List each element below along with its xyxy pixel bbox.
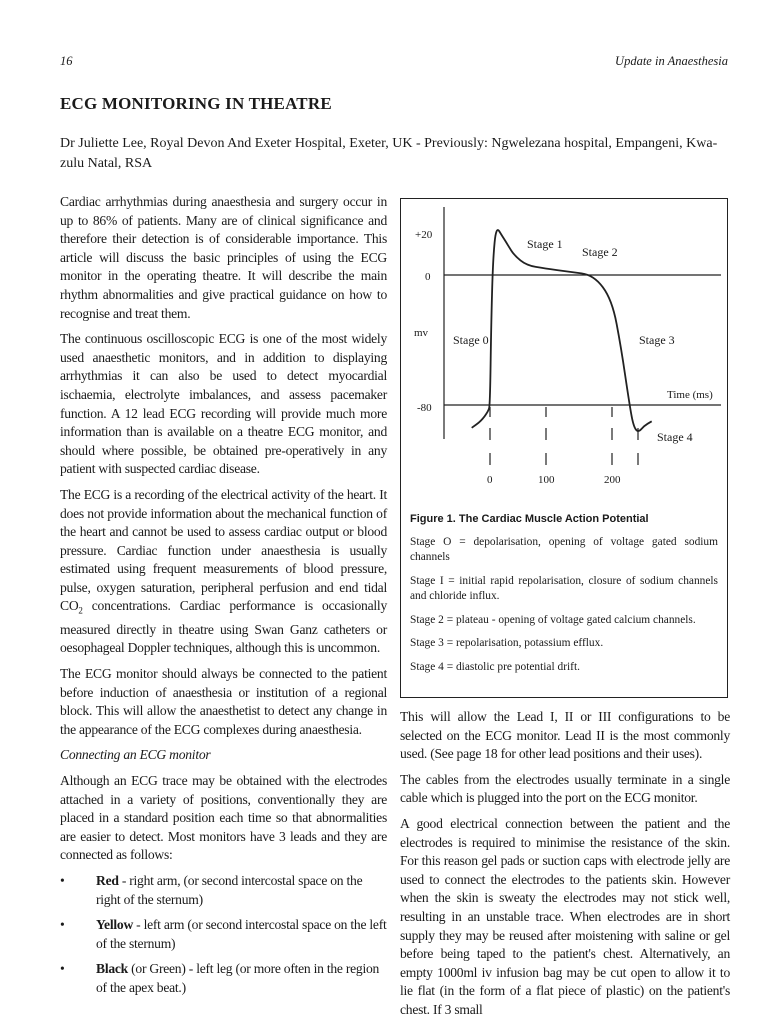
list-item (60, 916, 387, 953)
curve-label-stage-1: Stage 1 (527, 237, 563, 251)
action-potential-curve (472, 230, 652, 431)
lead-position: left arm (or second intercostal space on the left of the sternum) (96, 917, 387, 951)
x-axis-label: Time (ms) (667, 389, 713, 401)
curve-label-stage-3: Stage 3 (639, 333, 675, 347)
paragraph: The cables from the electrodes usually terminate in a single cable which is plugged into the port on the ECG monitor. (400, 771, 730, 806)
paragraph (60, 486, 387, 658)
section-subheading: Connecting an ECG monitor (60, 747, 211, 763)
article-title: ECG MONITORING IN THEATRE (60, 94, 332, 113)
journal-name: Update in Anaesthesia (615, 54, 728, 68)
figure-box (400, 198, 728, 698)
paragraph: Although an ECG trace may be obtained with the electrodes attached in a variety of positions, conventionally they are placed in a standard position each time so that abnormalities are easier to detect. Most monitors have 3 leads and they are connected as follows: (60, 772, 387, 863)
paragraph: The ECG monitor should always be connected to the patient before induction of anaesthesia or institution of a regional block. This will allow the anaesthetist to detect any change in the appearance of the ECG complexes during anaesthesia. (60, 665, 387, 737)
curve-label-stage-2: Stage 2 (582, 245, 618, 259)
stage-description: Stage 2 = plateau - opening of voltage gated calcium channels. (410, 613, 696, 626)
action-potential-chart (401, 199, 727, 509)
subscript: 2 (78, 606, 83, 617)
paragraph: A good electrical connection between the patient and the electrodes is required to minimise the resistance of the skin. For this reason gel pads or suction caps with electrode jelly are used to connect the electrodes to the patients skin. However when the skin is sweaty the electrodes may not stick well, resulting in an unstable trace. When electrodes are in short supply they may be reused after moistening with saline or gel before being taped to the patient's chest. Alternatively, an empty 1000ml iv infusion bag may be cut open to allow it to lie flat (in the form of a flat piece of plastic) on the patient's chest. If 3 small (400, 815, 730, 1017)
curve-label-stage-4: Stage 4 (657, 430, 693, 444)
x-tick-label: 0 (487, 474, 493, 486)
lead-sep: (or Green) - (127, 961, 197, 977)
x-tick-label: 200 (604, 474, 621, 486)
bullet: • (60, 917, 65, 933)
x-tick-marks (490, 407, 638, 465)
bullet: • (60, 961, 65, 977)
left-column (60, 193, 387, 1004)
stage-description: Stage O = depolarisation, opening of voltage gated sodium channels (410, 535, 718, 563)
lead-sep: - (133, 917, 144, 933)
lead-sep: - (118, 872, 130, 888)
list-item (60, 872, 387, 909)
paragraph-text: The ECG is a recording of the electrical activity of the heart. It does not provide information about the mechanical function of the heart and cannot be used to assess cardiac output or blood pressure. Cardiac function under anaesthesia is usually estimated using frequent measurements of blood pressure, pulse, oxygen saturation, peripheral perfusion and end tidal CO (60, 486, 387, 614)
author-affiliation: Dr Juliette Lee, Royal Devon And Exeter Hospital, Exeter, UK - Previously: Ngwelezana hospital, Empangeni, Kwa-zulu Natal, RSA (60, 136, 718, 171)
list-item (60, 960, 387, 997)
y-tick-label: 0 (425, 271, 431, 283)
paragraph: This will allow the Lead I, II or III configurations to be selected on the ECG monitor. Lead II is the most commonly used. (See page 18 for other lead positions and their uses). (400, 709, 730, 762)
y-axis-label: mv (414, 327, 429, 339)
stage-description: Stage 4 = diastolic pre potential drift. (410, 660, 580, 673)
lead-list (60, 872, 387, 998)
page-number: 16 (60, 54, 73, 68)
y-tick-label: +20 (415, 229, 433, 241)
right-column (400, 708, 730, 1027)
lead-position: left leg (or more often in the region of the apex beat.) (96, 961, 380, 995)
lead-position: right arm, (or second intercostal space on the right of the sternum) (96, 872, 363, 907)
lead-color: Black (96, 961, 128, 977)
x-tick-label: 100 (538, 474, 555, 486)
bullet: • (60, 872, 65, 888)
figure-caption (410, 512, 718, 683)
paragraph: Cardiac arrhythmias during anaesthesia and surgery occur in up to 86% of patients. Many are of clinical significance and therefore their detection is of considerable importance. This article will discuss the basic principles of using the ECG monitor in the operating theatre. It will describe the main rhythm abnormalities and give practical guidance on how to recognise and treat them. (60, 194, 387, 321)
stage-description: Stage 3 = repolarisation, potassium efflux. (410, 637, 604, 649)
stage-description: Stage I = initial rapid repolarisation, closure of sodium channels and chloride influx. (410, 574, 718, 602)
figure-title: Figure 1. The Cardiac Muscle Action Potential (410, 513, 649, 525)
paragraph: The continuous oscilloscopic ECG is one of the most widely used anaesthetic monitors, and in addition to displaying arrhythmias it can also be used to detect myocardial ischaemia, electrolyte imbalances, and assess pacemaker function. A 12 lead ECG recording will provide much more information than is available on a theatre ECG monitor, and should where possible, be obtained pre-operatively in any patient with suspected cardiac disease. (60, 331, 387, 477)
lead-color: Red (96, 872, 119, 888)
curve-label-stage-0: Stage 0 (453, 333, 489, 347)
lead-color: Yellow (96, 917, 134, 933)
y-tick-label: -80 (417, 402, 432, 414)
paragraph-text: concentrations. Cardiac performance is occasionally measured directly in theatre using Swan Ganz catheters or oesophageal Doppler techniques, although this is uncommon. (60, 598, 387, 656)
